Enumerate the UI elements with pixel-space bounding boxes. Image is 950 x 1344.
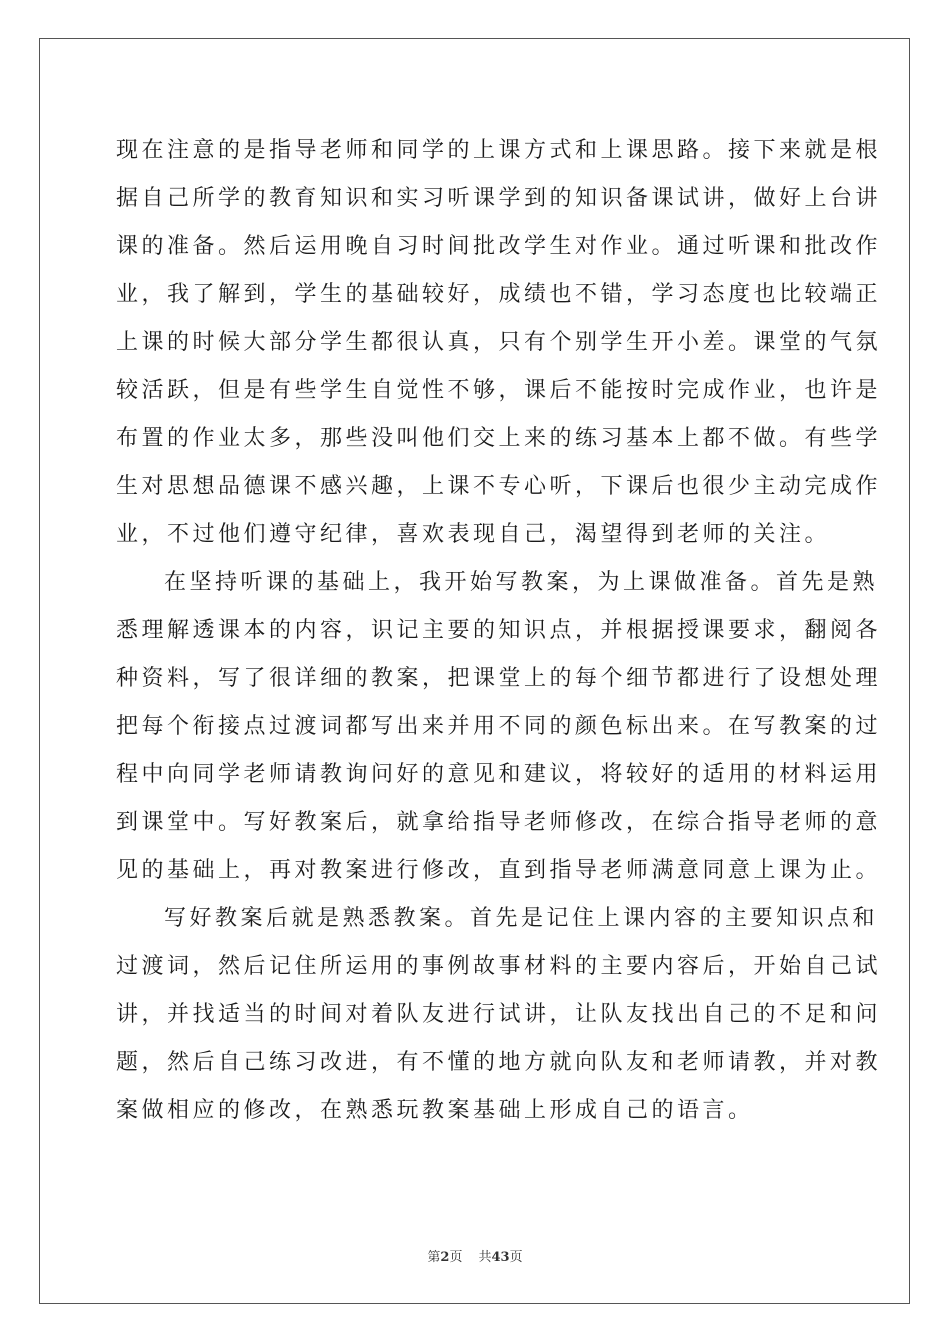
text-line: 上课的时候大部分学生都很认真，只有个别学生开小差。课堂的气氛 <box>116 330 882 355</box>
text-line: 布置的作业太多，那些没叫他们交上来的练习基本上都不做。有些学 <box>116 426 882 451</box>
text-line: 把每个衔接点过渡词都写出来并用不同的颜色标出来。在写教案的过 <box>116 714 882 739</box>
text-line: 见的基础上，再对教案进行修改，直到指导老师满意同意上课为止。 <box>116 858 882 883</box>
text-line: 过渡词，然后记住所运用的事例故事材料的主要内容后，开始自己试 <box>116 954 882 979</box>
paragraph-first-line: 在坚持听课的基础上，我开始写教案，为上课做准备。首先是熟 <box>164 570 879 595</box>
page-suffix: 页 <box>449 1250 463 1265</box>
text-line: 到课堂中。写好教案后，就拿给指导老师修改，在综合指导老师的意 <box>116 810 882 835</box>
total-prefix: 共 <box>478 1250 492 1265</box>
text-line: 悉理解透课本的内容，识记主要的知识点，并根据授课要求，翻阅各 <box>116 618 882 643</box>
text-line: 课的准备。然后运用晚自习时间批改学生对作业。通过听课和批改作 <box>116 234 882 259</box>
text-line: 业，我了解到，学生的基础较好，成绩也不错，学习态度也比较端正 <box>116 282 882 307</box>
paragraph-first-line: 写好教案后就是熟悉教案。首先是记住上课内容的主要知识点和 <box>164 906 879 931</box>
total-suffix: 页 <box>509 1250 523 1265</box>
text-line: 程中向同学老师请教询问好的意见和建议，将较好的适用的材料运用 <box>116 762 882 787</box>
text-line: 生对思想品德课不感兴趣，上课不专心听，下课后也很少主动完成作 <box>116 474 882 499</box>
text-line: 业，不过他们遵守纪律，喜欢表现自己，渴望得到老师的关注。 <box>116 522 831 547</box>
text-line: 讲，并找适当的时间对着队友进行试讲，让队友找出自己的不足和问 <box>116 1002 882 1027</box>
text-line: 据自己所学的教育知识和实习听课学到的知识备课试讲，做好上台讲 <box>116 186 882 211</box>
page-number: 2 <box>440 1250 450 1265</box>
text-line: 种资料，写了很详细的教案，把课堂上的每个细节都进行了设想处理 <box>116 666 882 691</box>
page-prefix: 第 <box>427 1250 441 1265</box>
text-line: 较活跃，但是有些学生自觉性不够，课后不能按时完成作业，也许是 <box>116 378 882 403</box>
text-line: 现在注意的是指导老师和同学的上课方式和上课思路。接下来就是根 <box>116 138 882 163</box>
document-body <box>116 127 882 1135</box>
text-line: 案做相应的修改，在熟悉玩教案基础上形成自己的语言。 <box>116 1098 754 1123</box>
total-pages: 43 <box>491 1250 510 1265</box>
text-line: 题，然后自己练习改进，有不懂的地方就向队友和老师请教，并对教 <box>116 1050 882 1075</box>
page-footer <box>0 1246 950 1265</box>
